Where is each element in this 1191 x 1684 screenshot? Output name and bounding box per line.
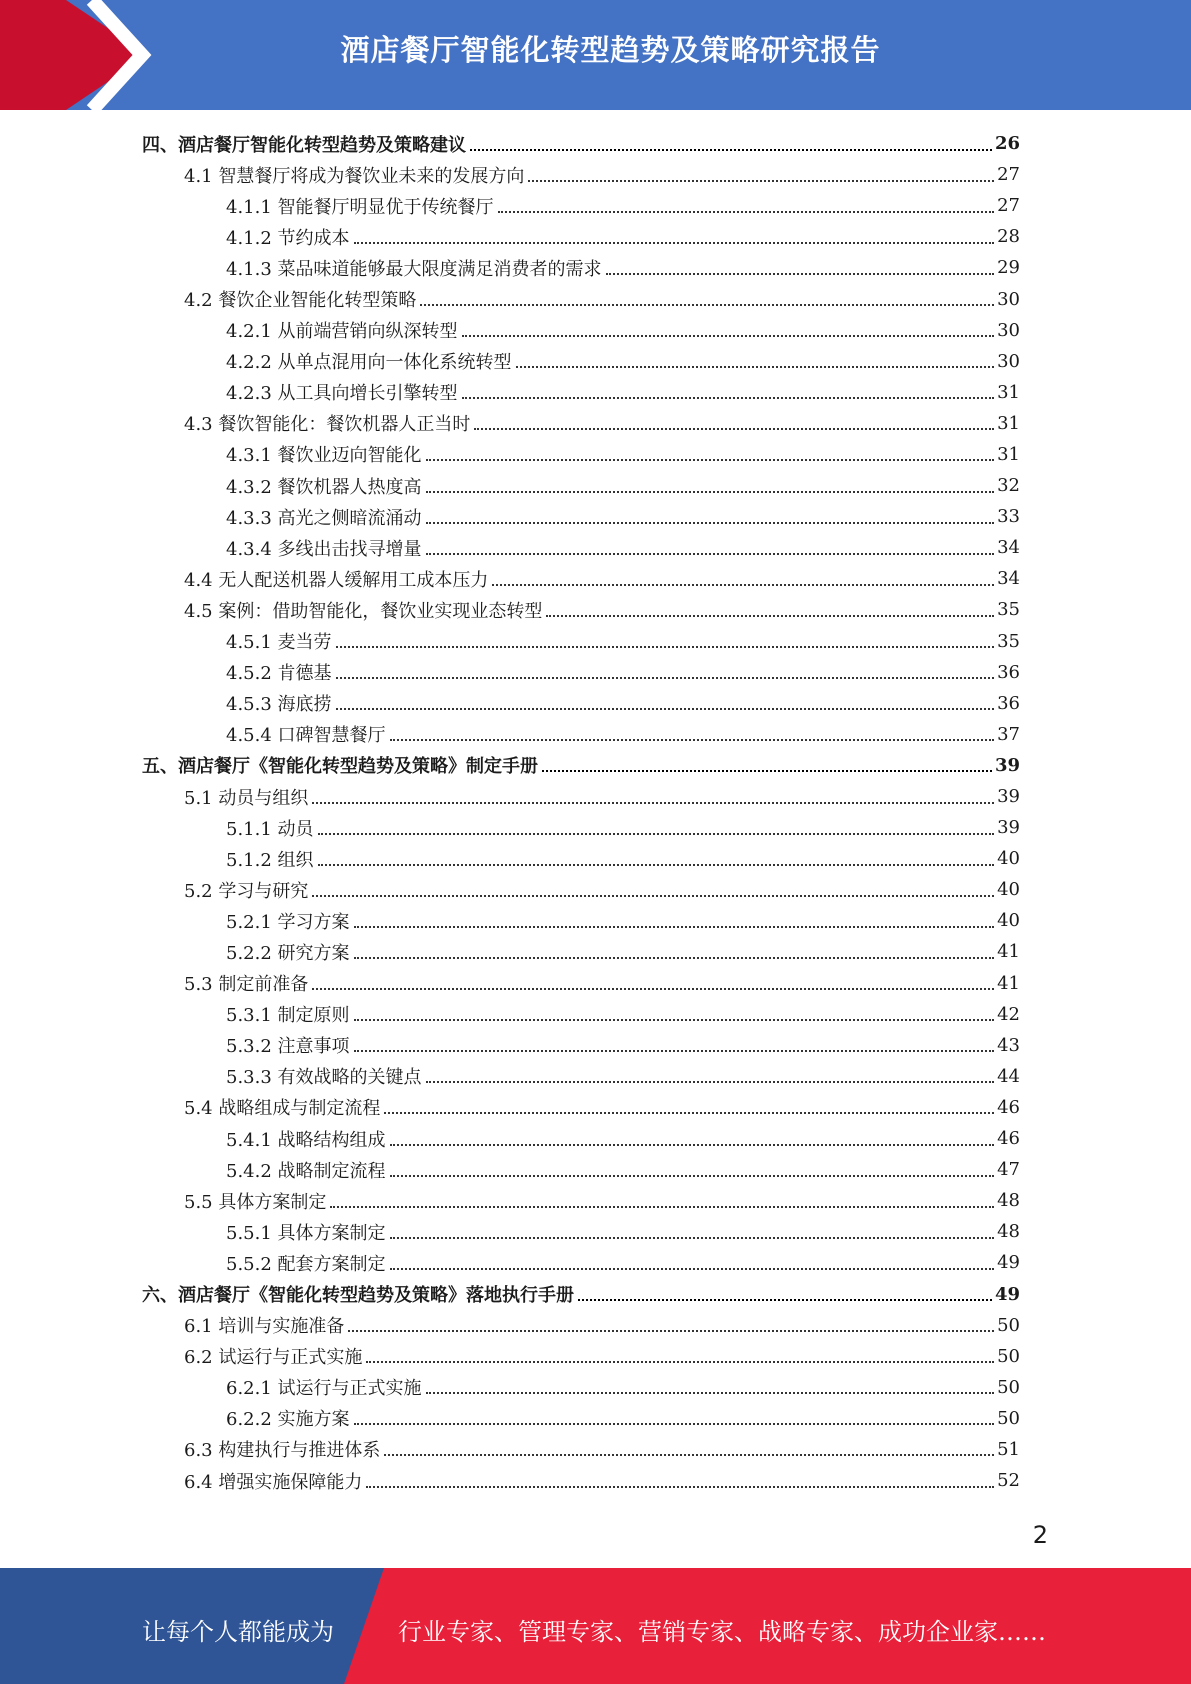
toc-entry-page: 36 bbox=[997, 692, 1020, 714]
toc-dot-leader bbox=[312, 895, 994, 897]
toc-entry[interactable] bbox=[142, 252, 1020, 283]
toc-entry-page: 28 bbox=[997, 226, 1020, 248]
toc-dot-leader bbox=[354, 1019, 995, 1021]
toc-entry-page: 50 bbox=[997, 1407, 1020, 1429]
toc-dot-leader bbox=[474, 428, 994, 430]
toc-dot-leader bbox=[498, 211, 995, 213]
toc-dot-leader bbox=[330, 1206, 994, 1208]
toc-entry-title: 4.3.2 餐饮机器人热度高 bbox=[226, 476, 422, 498]
toc-entry[interactable] bbox=[142, 563, 1020, 594]
toc-entry-title: 6.2.2 实施方案 bbox=[226, 1409, 350, 1431]
footer-slogan-right: 行业专家、管理专家、营销专家、战略专家、成功企业家…… bbox=[398, 1618, 1046, 1646]
toc-entry[interactable] bbox=[142, 843, 1020, 874]
toc-dot-leader bbox=[354, 926, 995, 928]
toc-entry-title: 6.1 培训与实施准备 bbox=[184, 1316, 345, 1338]
toc-dot-leader bbox=[390, 1268, 995, 1270]
toc-entry[interactable] bbox=[142, 128, 1020, 159]
toc-entry-page: 47 bbox=[997, 1159, 1020, 1181]
toc-dot-leader bbox=[390, 1144, 995, 1146]
toc-entry[interactable] bbox=[142, 1372, 1020, 1403]
toc-dot-leader bbox=[462, 335, 995, 337]
toc-entry-title: 4.2.3 从工具向增长引擎转型 bbox=[226, 383, 458, 405]
toc-dot-leader bbox=[354, 1050, 995, 1052]
toc-entry-page: 35 bbox=[997, 599, 1020, 621]
toc-entry-page: 50 bbox=[997, 1376, 1020, 1398]
toc-dot-leader bbox=[426, 1081, 995, 1083]
toc-dot-leader bbox=[546, 615, 994, 617]
toc-entry[interactable] bbox=[142, 346, 1020, 377]
toc-entry-title: 5.4.1 战略结构组成 bbox=[226, 1129, 386, 1151]
toc-entry-page: 49 bbox=[997, 1252, 1020, 1274]
toc-dot-leader bbox=[578, 1299, 992, 1301]
toc-dot-leader bbox=[426, 1392, 995, 1394]
toc-dot-leader bbox=[366, 1361, 994, 1363]
toc-entry-title: 4.1.2 节约成本 bbox=[226, 227, 350, 249]
toc-entry-page: 34 bbox=[997, 568, 1020, 590]
toc-entry-title: 5.2.1 学习方案 bbox=[226, 911, 350, 933]
toc-dot-leader bbox=[390, 739, 995, 741]
toc-entry-title: 5.1.2 组织 bbox=[226, 849, 314, 871]
toc-entry-page: 39 bbox=[994, 754, 1020, 776]
toc-entry-page: 37 bbox=[997, 723, 1020, 745]
toc-entry-title: 4.1 智慧餐厅将成为餐饮业未来的发展方向 bbox=[184, 165, 525, 187]
toc-entry-page: 42 bbox=[997, 1003, 1020, 1025]
toc-entry[interactable] bbox=[142, 1185, 1020, 1216]
toc-entry[interactable] bbox=[142, 1247, 1020, 1278]
toc-entry[interactable] bbox=[142, 626, 1020, 657]
toc-entry-page: 31 bbox=[997, 443, 1020, 465]
toc-dot-leader bbox=[348, 1330, 994, 1332]
toc-dot-leader bbox=[384, 1112, 994, 1114]
toc-entry[interactable] bbox=[142, 439, 1020, 470]
toc-entry[interactable] bbox=[142, 874, 1020, 905]
toc-entry[interactable] bbox=[142, 1278, 1020, 1309]
toc-entry-title: 5.1 动员与组织 bbox=[184, 787, 309, 809]
toc-entry-title: 4.5.4 口碑智慧餐厅 bbox=[226, 725, 386, 747]
toc-dot-leader bbox=[516, 366, 995, 368]
toc-entry[interactable] bbox=[142, 315, 1020, 346]
toc-entry-title: 6.3 构建执行与推进体系 bbox=[184, 1440, 381, 1462]
toc-entry-title: 4.1.1 智能餐厅明显优于传统餐厅 bbox=[226, 196, 494, 218]
toc-dot-leader bbox=[426, 553, 995, 555]
toc-entry[interactable] bbox=[142, 1465, 1020, 1496]
toc-entry-page: 50 bbox=[997, 1345, 1020, 1367]
toc-entry-title: 6.2 试运行与正式实施 bbox=[184, 1347, 363, 1369]
toc-entry-page: 46 bbox=[997, 1096, 1020, 1118]
toc-entry-title: 四、酒店餐厅智能化转型趋势及策略建议 bbox=[142, 134, 466, 156]
toc-entry-page: 31 bbox=[997, 412, 1020, 434]
toc-entry[interactable] bbox=[142, 221, 1020, 252]
toc-entry[interactable] bbox=[142, 719, 1020, 750]
toc-dot-leader bbox=[336, 708, 995, 710]
toc-dot-leader bbox=[426, 522, 995, 524]
toc-entry-title: 5.5.1 具体方案制定 bbox=[226, 1222, 386, 1244]
toc-entry-title: 4.5 案例：借助智能化，餐饮业实现业态转型 bbox=[184, 600, 543, 622]
toc-entry[interactable] bbox=[142, 1434, 1020, 1465]
toc-entry[interactable] bbox=[142, 1123, 1020, 1154]
toc-entry-page: 52 bbox=[997, 1470, 1020, 1492]
toc-entry[interactable] bbox=[142, 1403, 1020, 1434]
page-header bbox=[0, 0, 1191, 110]
toc-entry[interactable] bbox=[142, 936, 1020, 967]
toc-entry-title: 5.3.3 有效战略的关键点 bbox=[226, 1067, 422, 1089]
toc-entry-page: 48 bbox=[997, 1190, 1020, 1212]
toc-dot-leader bbox=[426, 491, 995, 493]
toc-entry-page: 27 bbox=[997, 195, 1020, 217]
toc-entry[interactable] bbox=[142, 470, 1020, 501]
toc-dot-leader bbox=[336, 646, 995, 648]
toc-entry-title: 5.3.1 制定原则 bbox=[226, 1005, 350, 1027]
toc-dot-leader bbox=[470, 149, 992, 151]
toc-entry[interactable] bbox=[142, 283, 1020, 314]
toc-entry-page: 39 bbox=[997, 786, 1020, 808]
toc-entry-title: 5.4.2 战略制定流程 bbox=[226, 1160, 386, 1182]
toc-entry[interactable] bbox=[142, 905, 1020, 936]
toc-entry-title: 5.2.2 研究方案 bbox=[226, 942, 350, 964]
toc-entry-page: 44 bbox=[997, 1065, 1020, 1087]
toc-dot-leader bbox=[492, 584, 994, 586]
toc-entry-page: 35 bbox=[997, 630, 1020, 652]
toc-entry-page: 34 bbox=[997, 537, 1020, 559]
toc-entry[interactable] bbox=[142, 968, 1020, 999]
toc-entry-title: 5.4 战略组成与制定流程 bbox=[184, 1098, 381, 1120]
toc-entry[interactable] bbox=[142, 408, 1020, 439]
toc-dot-leader bbox=[390, 1237, 995, 1239]
toc-entry[interactable] bbox=[142, 781, 1020, 812]
toc-entry-page: 49 bbox=[994, 1283, 1020, 1305]
toc-entry-page: 46 bbox=[997, 1128, 1020, 1150]
toc-entry-title: 4.2.1 从前端营销向纵深转型 bbox=[226, 321, 458, 343]
toc-entry-page: 40 bbox=[997, 848, 1020, 870]
toc-entry-title: 5.3.2 注意事项 bbox=[226, 1036, 350, 1058]
toc-dot-leader bbox=[384, 1454, 994, 1456]
toc-entry-page: 50 bbox=[997, 1314, 1020, 1336]
toc-dot-leader bbox=[354, 242, 995, 244]
toc-entry[interactable] bbox=[142, 750, 1020, 781]
page-footer bbox=[0, 1568, 1191, 1684]
toc-dot-leader bbox=[318, 833, 995, 835]
toc-entry[interactable] bbox=[142, 812, 1020, 843]
toc-dot-leader bbox=[354, 1423, 995, 1425]
toc-dot-leader bbox=[312, 802, 994, 804]
toc-dot-leader bbox=[420, 304, 994, 306]
toc-entry-page: 26 bbox=[994, 133, 1020, 155]
toc-entry-page: 32 bbox=[997, 475, 1020, 497]
toc-entry-title: 4.5.1 麦当劳 bbox=[226, 632, 332, 654]
toc-entry-title: 4.2.2 从单点混用向一体化系统转型 bbox=[226, 352, 512, 374]
toc-entry-title: 5.2 学习与研究 bbox=[184, 880, 309, 902]
toc-entry-title: 4.3.4 多线出击找寻增量 bbox=[226, 538, 422, 560]
toc-entry[interactable] bbox=[142, 159, 1020, 190]
toc-entry-title: 4.5.3 海底捞 bbox=[226, 694, 332, 716]
toc-dot-leader bbox=[528, 180, 994, 182]
toc-entry-page: 41 bbox=[997, 972, 1020, 994]
document-title: 酒店餐厅智能化转型趋势及策略研究报告 bbox=[340, 33, 881, 67]
toc-entry-title: 4.3.1 餐饮业迈向智能化 bbox=[226, 445, 422, 467]
toc-entry-page: 30 bbox=[997, 288, 1020, 310]
toc-dot-leader bbox=[462, 397, 995, 399]
table-of-contents bbox=[142, 128, 1020, 1496]
toc-entry-page: 51 bbox=[997, 1438, 1020, 1460]
toc-entry-page: 30 bbox=[997, 319, 1020, 341]
toc-entry[interactable] bbox=[142, 1061, 1020, 1092]
toc-entry-title: 6.4 增强实施保障能力 bbox=[184, 1471, 363, 1493]
toc-entry[interactable] bbox=[142, 1092, 1020, 1123]
toc-entry-title: 4.5.2 肯德基 bbox=[226, 663, 332, 685]
toc-entry-page: 31 bbox=[997, 381, 1020, 403]
toc-entry-title: 4.3.3 高光之侧暗流涌动 bbox=[226, 507, 422, 529]
toc-dot-leader bbox=[354, 957, 995, 959]
page-number: 2 bbox=[1032, 1521, 1048, 1549]
toc-entry-page: 30 bbox=[997, 350, 1020, 372]
toc-entry[interactable] bbox=[142, 501, 1020, 532]
toc-entry[interactable] bbox=[142, 688, 1020, 719]
toc-dot-leader bbox=[542, 770, 992, 772]
toc-entry-page: 40 bbox=[997, 879, 1020, 901]
toc-entry-title: 4.3 餐饮智能化：餐饮机器人正当时 bbox=[184, 414, 471, 436]
toc-entry[interactable] bbox=[142, 657, 1020, 688]
toc-entry-page: 41 bbox=[997, 941, 1020, 963]
toc-dot-leader bbox=[336, 677, 995, 679]
toc-entry-page: 27 bbox=[997, 164, 1020, 186]
toc-entry[interactable] bbox=[142, 999, 1020, 1030]
toc-entry-title: 5.1.1 动员 bbox=[226, 818, 314, 840]
toc-entry-page: 36 bbox=[997, 661, 1020, 683]
toc-dot-leader bbox=[390, 1175, 995, 1177]
toc-entry-page: 39 bbox=[997, 817, 1020, 839]
toc-dot-leader bbox=[312, 988, 994, 990]
toc-entry-page: 40 bbox=[997, 910, 1020, 932]
toc-entry[interactable] bbox=[142, 532, 1020, 563]
toc-entry[interactable] bbox=[142, 594, 1020, 625]
toc-entry-page: 43 bbox=[997, 1034, 1020, 1056]
toc-entry-title: 4.1.3 菜品味道能够最大限度满足消费者的需求 bbox=[226, 258, 602, 280]
toc-dot-leader bbox=[606, 273, 995, 275]
footer-slogan-left: 让每个人都能成为 bbox=[142, 1618, 334, 1646]
toc-entry-title: 五、酒店餐厅《智能化转型趋势及策略》制定手册 bbox=[142, 756, 538, 778]
toc-entry-title: 4.4 无人配送机器人缓解用工成本压力 bbox=[184, 569, 489, 591]
toc-entry-title: 4.2 餐饮企业智能化转型策略 bbox=[184, 290, 417, 312]
toc-dot-leader bbox=[426, 459, 995, 461]
toc-entry-title: 六、酒店餐厅《智能化转型趋势及策略》落地执行手册 bbox=[142, 1285, 574, 1307]
toc-entry[interactable] bbox=[142, 1030, 1020, 1061]
toc-entry-title: 5.5 具体方案制定 bbox=[184, 1191, 327, 1213]
toc-entry[interactable] bbox=[142, 1216, 1020, 1247]
toc-entry-page: 33 bbox=[997, 506, 1020, 528]
toc-dot-leader bbox=[366, 1486, 994, 1488]
toc-entry-page: 48 bbox=[997, 1221, 1020, 1243]
toc-entry[interactable] bbox=[142, 377, 1020, 408]
toc-entry-page: 29 bbox=[997, 257, 1020, 279]
toc-entry-title: 5.5.2 配套方案制定 bbox=[226, 1253, 386, 1275]
toc-entry[interactable] bbox=[142, 1310, 1020, 1341]
toc-entry-title: 5.3 制定前准备 bbox=[184, 974, 309, 996]
toc-entry[interactable] bbox=[142, 1154, 1020, 1185]
toc-entry[interactable] bbox=[142, 190, 1020, 221]
toc-dot-leader bbox=[318, 864, 995, 866]
toc-entry[interactable] bbox=[142, 1341, 1020, 1372]
toc-entry-title: 6.2.1 试运行与正式实施 bbox=[226, 1378, 422, 1400]
